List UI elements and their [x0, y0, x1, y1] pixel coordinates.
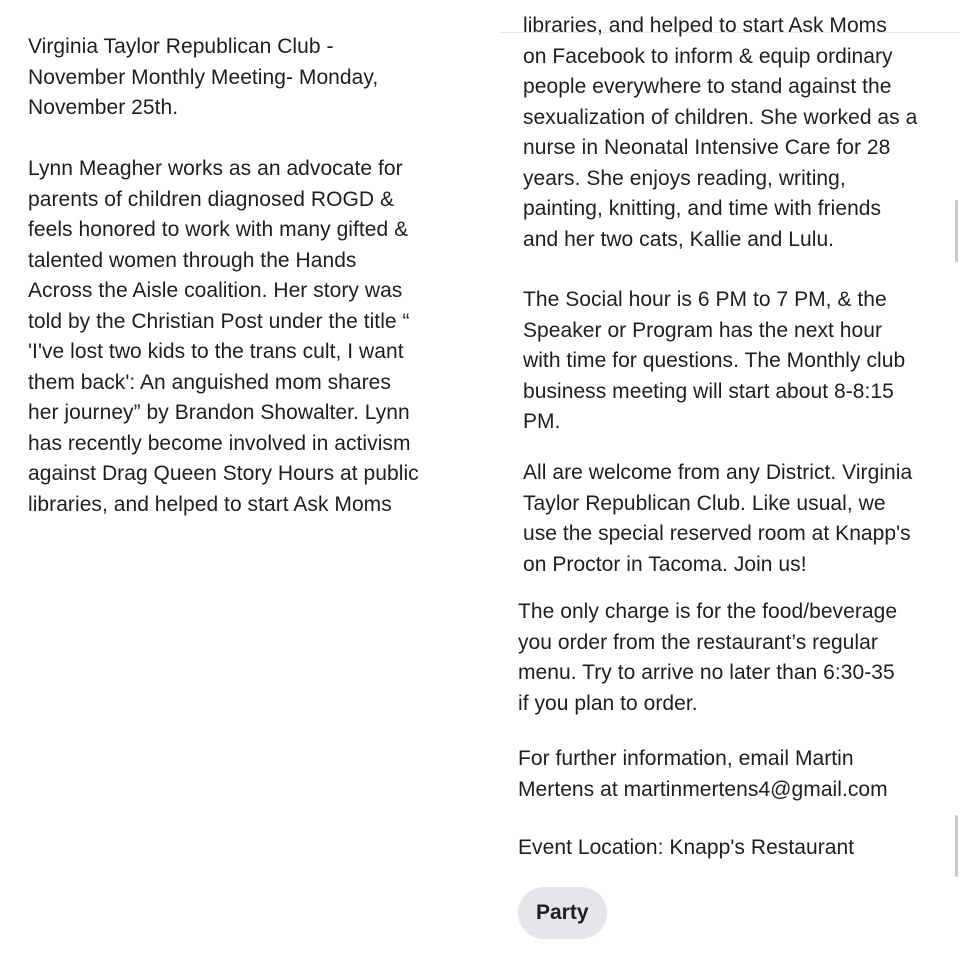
right-screenshot-panel[interactable] — [500, 14, 960, 961]
welcome-paragraph: All are welcome from any District. Virginia Taylor Republican Club. Like usual, we use the special reserved room at Knapp's on Proctor in Tacoma. Join us! — [523, 461, 913, 576]
scrollbar-thumb-lower[interactable] — [955, 815, 958, 877]
speaker-bio-paragraph: Lynn Meagher works as an advocate for parents of children diagnosed ROGD & feels honored to work with many gifted & talented women through the Hands Across the Aisle coalition. Her story was told by the Christian Post under the title “ 'I've lost two kids to the trans cult, I want them back': An anguished mom shares her journey” by Brandon Showalter. Lynn has recently become involved in activism against Drag Queen Story Hours at public libraries, and helped to start Ask Moms — [28, 157, 419, 516]
speaker-bio-continued-paragraph: libraries, and helped to start Ask Moms on Facebook to inform & equip ordinary people everywhere to stand against the sexualization of children. She worked as a nurse in Neonatal Intensive Care for 28 years. She enjoys reading, writing, painting, knitting, and time with friends and her two cats, Kallie and Lulu. — [523, 14, 918, 251]
panel-divider — [490, 0, 500, 960]
scrollbar-thumb[interactable] — [955, 200, 958, 262]
schedule-paragraph: The Social hour is 6 PM to 7 PM, & the Speaker or Program has the next hour with time for questions. The Monthly club business meeting will start about 8-8:15 PM. — [523, 288, 906, 433]
category-chip-party[interactable]: Party — [518, 887, 607, 939]
event-location-paragraph: Event Location: Knapp's Restaurant — [518, 836, 855, 859]
event-title-paragraph: Virginia Taylor Republican Club - November Monthly Meeting- Monday, November 25th. — [28, 35, 379, 119]
contact-info-paragraph: For further information, email Martin Mertens at martinmertens4@gmail.com — [518, 747, 888, 801]
charge-paragraph: The only charge is for the food/beverage you order from the restaurant’s regular menu. Try to arrive no later than 6:30-35 if you plan to order. — [518, 600, 898, 715]
